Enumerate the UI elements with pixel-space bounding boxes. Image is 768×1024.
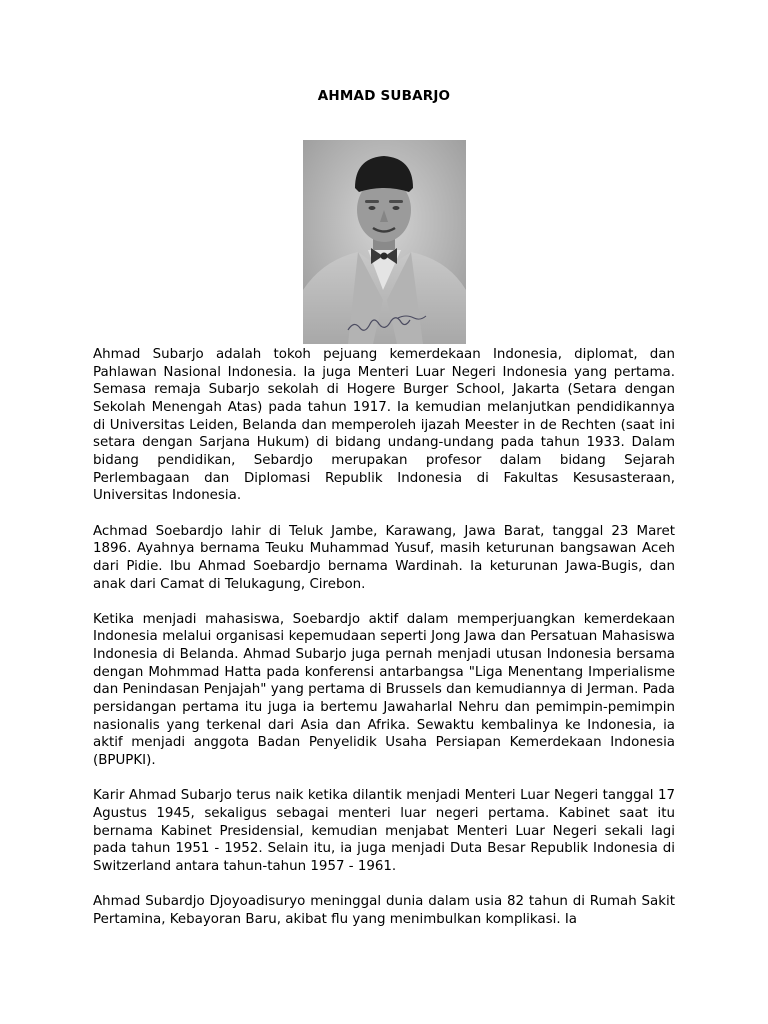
portrait-photo [303, 140, 466, 344]
paragraph: Ahmad Subarjo adalah tokoh pejuang kemerdekaan Indonesia, diplomat, dan Pahlawan Nasional Indonesia. Ia juga Menteri Luar Negeri Indonesia yang pertama. Semasa remaja Subarjo sekolah di Hogere Burger School, Jakarta (Setara dengan Sekolah Menengah Atas) pada tahun 1917. Ia kemudian melanjutkan pendidikannya di Universitas Leiden, Belanda dan memperoleh ijazah Meester in de Rechten (saat ini setara dengan Sarjana Hukum) di bidang undang-undang pada tahun 1933. Dalam bidang pendidikan, Sebardjo merupakan profesor dalam bidang Sejarah Perlembagaan dan Diplomasi Republik Indonesia di Fakultas Kesusasteraan, Universitas Indonesia. [93, 347, 675, 504]
article-body [93, 346, 675, 946]
paragraph: Ahmad Subardjo Djoyoadisuryo meninggal dunia dalam usia 82 tahun di Rumah Sakit Pertamina, Kebayoran Baru, akibat flu yang menimbulkan komplikasi. Ia [93, 894, 675, 927]
paragraph: Ketika menjadi mahasiswa, Soebardjo aktif dalam memperjuangkan kemerdekaan Indonesia melalui organisasi kepemudaan seperti Jong Jawa dan Persatuan Mahasiswa Indonesia di Belanda. Ahmad Subarjo juga pernah menjadi utusan Indonesia bersama dengan Mohmmad Hatta pada konferensi antarbangsa "Liga Menentang Imperialisme dan Penindasan Penjajah" yang pertama di Brussels dan kemudiannya di Jerman. Pada persidangan pertama itu juga ia bertemu Jawaharlal Nehru dan pemimpin-pemimpin nasionalis yang terkenal dari Asia dan Afrika. Sewaktu kembalinya ke Indonesia, ia aktif menjadi anggota Badan Penyelidik Usaha Persiapan Kemerdekaan Indonesia (BPUPKI). [93, 611, 675, 769]
paragraph: Karir Ahmad Subarjo terus naik ketika dilantik menjadi Menteri Luar Negeri tanggal 17 Agustus 1945, sekaligus sebagai menteri luar negeri pertama. Kabinet saat itu bernama Kabinet Presidensial, kemudian menjabat Menteri Luar Negeri sekali lagi pada tahun 1951 - 1952. Selain itu, ia juga menjadi Duta Besar Republik Indonesia di Switzerland antara tahun-tahun 1957 - 1961. [93, 788, 675, 874]
paragraph: Achmad Soebardjo lahir di Teluk Jambe, Karawang, Jawa Barat, tanggal 23 Maret 1896. Ayahnya bernama Teuku Muhammad Yusuf, masih keturunan bangsawan Aceh dari Pidie. Ibu Ahmad Soebardjo bernama Wardinah. Ia keturunan Jawa-Bugis, dan anak dari Camat di Telukagung, Cirebon. [93, 523, 675, 592]
portrait-illustration [303, 140, 466, 344]
page-title: AHMAD SUBARJO [317, 88, 451, 104]
